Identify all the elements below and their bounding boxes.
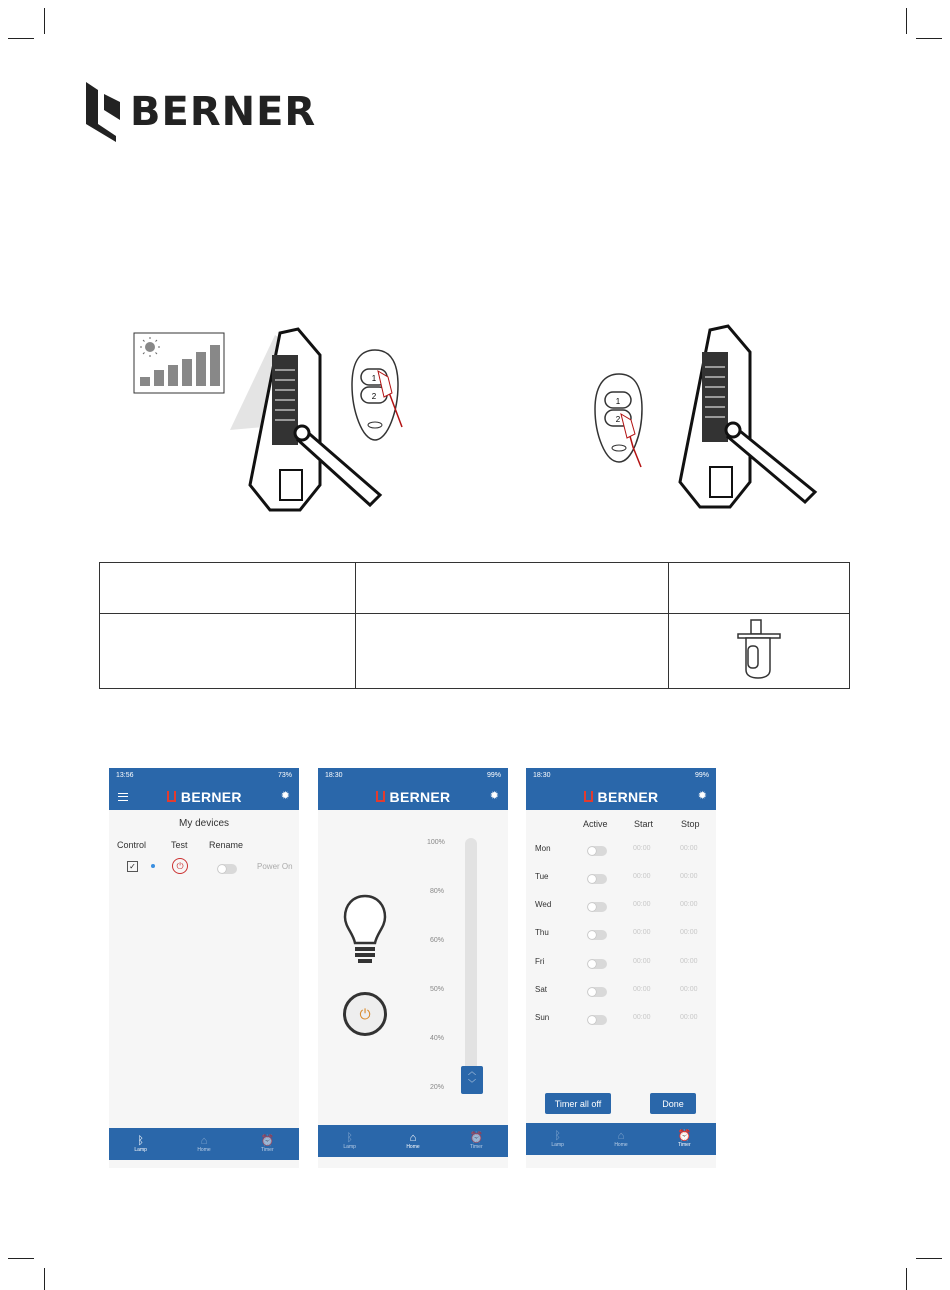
remote-button-2: 2 [615, 415, 621, 424]
done-button[interactable]: Done [650, 1093, 696, 1114]
start-time[interactable]: 00:00 [633, 873, 651, 880]
spec-table [99, 562, 850, 689]
home-icon: ⌂ [200, 1135, 208, 1147]
level-label: 20% [430, 1084, 445, 1091]
power-button[interactable] [343, 992, 387, 1036]
brightness-slider[interactable] [465, 838, 477, 1093]
remote-control-icon [352, 350, 398, 440]
phone-screen-devices [109, 768, 299, 1168]
berner-logo [82, 80, 316, 144]
timer-icon: ⏰ [469, 1132, 484, 1144]
chevron-up-icon: ︿ [468, 1067, 476, 1076]
day-toggle[interactable] [587, 871, 607, 889]
light-level-bars-icon [134, 333, 224, 393]
brand-mark-icon [376, 791, 385, 802]
chevron-down-icon: ﹀ [468, 1079, 476, 1088]
table-cell [100, 614, 356, 689]
app-brand [584, 789, 659, 805]
power-icon: ⏻ [359, 1005, 371, 1022]
phone-screen-home [318, 768, 508, 1168]
home-icon: ⌂ [617, 1130, 625, 1142]
day-label: Mon [535, 844, 551, 853]
column-start: Start [634, 819, 654, 829]
stop-time[interactable]: 00:00 [680, 873, 698, 880]
rename-toggle[interactable] [217, 861, 237, 879]
start-time[interactable]: 00:00 [633, 929, 651, 936]
day-toggle[interactable] [587, 1012, 607, 1030]
app-bar [526, 783, 716, 810]
day-label: Thu [535, 928, 549, 937]
table-cell [669, 563, 850, 614]
crop-mark [44, 1268, 45, 1290]
phone-screen-timer [526, 768, 716, 1168]
status-battery: 99% [694, 772, 709, 779]
column-rename: Rename [209, 840, 244, 850]
remote-button-1: 1 [371, 374, 377, 383]
nav-lamp[interactable]: ᛒ Lamp [551, 1130, 564, 1148]
stop-time[interactable]: 00:00 [680, 929, 698, 936]
level-label: 50% [430, 986, 445, 993]
stop-time[interactable]: 00:00 [680, 845, 698, 852]
crop-mark [44, 8, 45, 34]
day-label: Wed [535, 900, 552, 909]
level-label: 40% [430, 1035, 445, 1042]
status-battery: 73% [277, 772, 292, 779]
app-bar [109, 783, 299, 810]
app-brand [167, 789, 242, 805]
crop-mark [906, 8, 907, 34]
gear-icon[interactable]: ✹ [280, 790, 290, 802]
page-title: My devices [178, 818, 229, 829]
day-toggle[interactable] [587, 984, 607, 1002]
crop-mark [8, 38, 34, 39]
day-label: Sun [535, 1013, 550, 1022]
gear-icon[interactable]: ✹ [697, 790, 707, 802]
power-status: Power On [257, 862, 293, 871]
remote-control-icon [595, 374, 642, 462]
berner-mark-icon [82, 80, 124, 144]
floodlight-icon [680, 326, 815, 507]
table-cell [100, 563, 356, 614]
table-row [100, 563, 850, 614]
status-time: 18:30 [533, 772, 551, 779]
app-bar [318, 783, 508, 810]
column-control: Control [117, 840, 147, 850]
nav-timer[interactable]: ⏰ Timer [260, 1135, 275, 1153]
status-bar [109, 768, 299, 783]
level-label: 60% [430, 937, 445, 944]
slider-handle[interactable] [461, 1066, 483, 1094]
start-time[interactable]: 00:00 [633, 986, 651, 993]
bluetooth-icon: ᛒ [137, 1135, 144, 1147]
nav-home[interactable]: ⌂ Home [197, 1135, 211, 1153]
logo-text: BERNER [130, 89, 317, 135]
timer-all-off-button[interactable]: Timer all off [545, 1093, 611, 1114]
nav-timer[interactable]: ⏰ Timer [469, 1132, 484, 1150]
day-label: Tue [535, 872, 549, 881]
remote-pairing-illustration [585, 322, 835, 517]
table-row [100, 614, 850, 689]
usb-plug-icon [734, 618, 784, 680]
bottom-nav [109, 1128, 299, 1160]
status-battery: 99% [486, 772, 501, 779]
nav-timer[interactable]: ⏰ Timer [677, 1130, 692, 1148]
table-cell [356, 563, 669, 614]
crop-mark [916, 1258, 942, 1259]
control-checkbox[interactable]: ✓ [127, 861, 138, 872]
home-icon: ⌂ [409, 1132, 417, 1144]
brand-mark-icon [167, 791, 176, 802]
brand-name: BERNER [389, 788, 451, 805]
stop-time[interactable]: 00:00 [680, 1014, 698, 1021]
nav-lamp[interactable]: ᛒ Lamp [343, 1132, 356, 1150]
table-cell-image [669, 614, 850, 689]
nav-lamp[interactable]: ᛒ Lamp [134, 1135, 147, 1153]
day-label: Sat [535, 985, 548, 994]
status-bar [526, 768, 716, 783]
app-brand [376, 789, 451, 805]
status-time: 13:56 [116, 772, 134, 779]
status-bar [318, 768, 508, 783]
stop-time[interactable]: 00:00 [680, 901, 698, 908]
bulb-icon [342, 893, 388, 969]
day-label: Fri [535, 957, 545, 966]
bottom-nav [318, 1125, 508, 1157]
gear-icon[interactable]: ✹ [489, 790, 499, 802]
test-power-button[interactable]: ⏻ [172, 858, 188, 874]
bluetooth-icon: ᛒ [346, 1132, 353, 1144]
stop-time[interactable]: 00:00 [680, 958, 698, 965]
timer-icon: ⏰ [677, 1130, 692, 1142]
stop-time[interactable]: 00:00 [680, 986, 698, 993]
start-time[interactable]: 00:00 [633, 845, 651, 852]
start-time[interactable]: 00:00 [633, 958, 651, 965]
connection-dot [151, 864, 155, 868]
crop-mark [906, 1268, 907, 1290]
column-test: Test [171, 840, 188, 850]
day-toggle[interactable] [587, 927, 607, 945]
start-time[interactable]: 00:00 [633, 1014, 651, 1021]
start-time[interactable]: 00:00 [633, 901, 651, 908]
table-cell [356, 614, 669, 689]
timer-icon: ⏰ [260, 1135, 275, 1147]
level-label: 100% [427, 839, 445, 846]
menu-icon[interactable] [118, 793, 128, 801]
remote-button-2: 2 [371, 392, 377, 401]
brand-name: BERNER [180, 788, 242, 805]
nav-home[interactable]: ⌂ Home [614, 1130, 628, 1148]
level-label: 80% [430, 888, 445, 895]
brand-name: BERNER [597, 788, 659, 805]
column-active: Active [583, 819, 608, 829]
bluetooth-icon: ᛒ [554, 1130, 561, 1142]
bottom-nav [526, 1123, 716, 1155]
brand-mark-icon [584, 791, 593, 802]
nav-home[interactable]: ⌂ Home [406, 1132, 420, 1150]
day-toggle[interactable] [587, 843, 607, 861]
day-toggle[interactable] [587, 956, 607, 974]
day-toggle[interactable] [587, 899, 607, 917]
crop-mark [916, 38, 942, 39]
light-sensor-illustration [130, 325, 410, 520]
column-stop: Stop [681, 819, 700, 829]
status-time: 18:30 [325, 772, 343, 779]
remote-button-1: 1 [615, 397, 621, 406]
crop-mark [8, 1258, 34, 1259]
